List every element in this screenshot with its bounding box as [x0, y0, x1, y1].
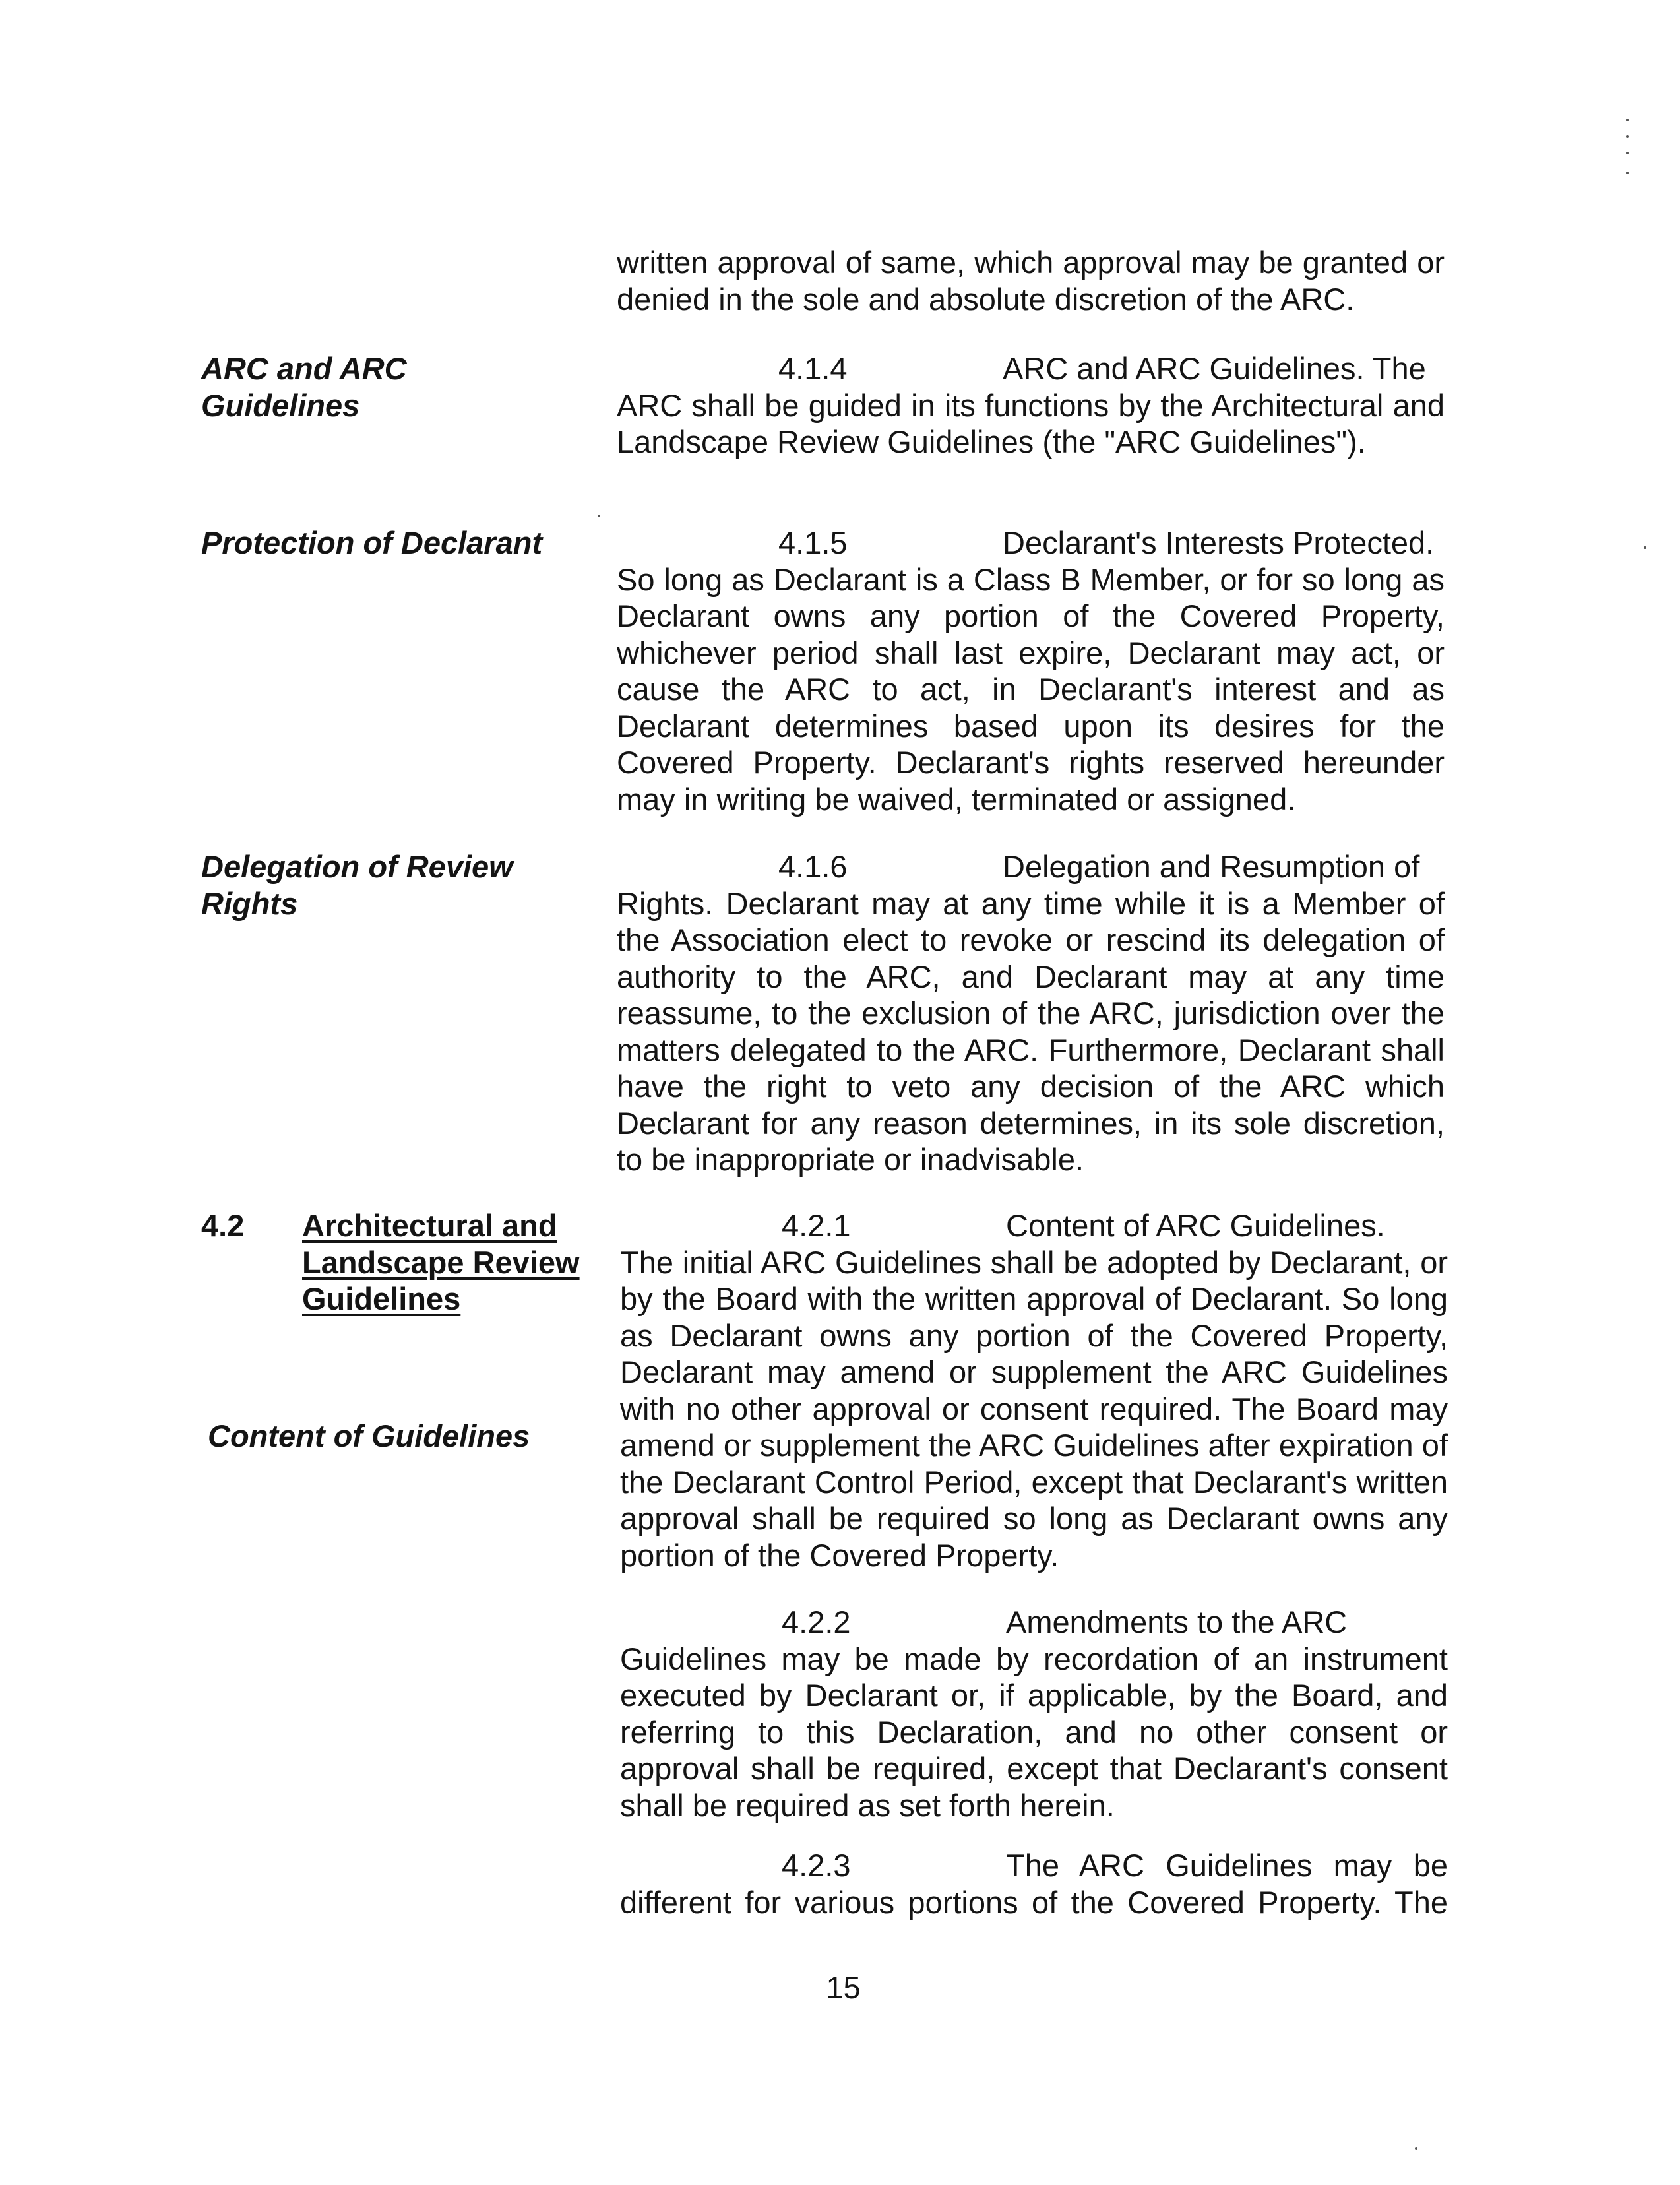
paragraph-first-line [617, 524, 1445, 561]
paragraph-body: different for various portions of the Covered Property. The [620, 1884, 1448, 1920]
top-paragraph: written approval of same, which approval may be granted or denied in the sole and absolute discretion of the ARC. [617, 245, 1445, 317]
paragraph-number: 4.2.3 [782, 1848, 851, 1883]
scan-speck [1626, 135, 1629, 138]
paragraph-lead: ARC and ARC Guidelines. The [1003, 351, 1426, 386]
margin-heading-protection-of-declarant: Protection of Declarant [201, 525, 543, 560]
paragraph-4-2-3 [620, 1847, 1448, 1920]
paragraph-4-2-2 [620, 1604, 1448, 1823]
margin-heading-content-of-guidelines: Content of Guidelines [208, 1418, 530, 1453]
paragraph-4-1-5 [617, 524, 1445, 817]
page-number: 15 [826, 1970, 861, 2005]
scan-speck [1626, 119, 1629, 121]
scan-speck [1644, 546, 1646, 549]
paragraph-number: 4.1.5 [778, 525, 848, 560]
section-title-architectural-guidelines: Architectural and Landscape Review Guidelines [302, 1208, 580, 1316]
margin-heading-delegation-of-review-rights: Delegation of Review Rights [201, 849, 513, 921]
paragraph-number: 4.2.2 [782, 1604, 851, 1639]
paragraph-4-1-4 [617, 350, 1445, 460]
paragraph-first-line [620, 1604, 1448, 1641]
paragraph-lead: The ARC Guidelines may be [1006, 1848, 1448, 1883]
paragraph-first-line [620, 1207, 1448, 1244]
paragraph-lead: Declarant's Interests Protected. [1003, 525, 1435, 560]
section-number-4-2: 4.2 [201, 1208, 245, 1243]
paragraph-lead: Delegation and Resumption of [1003, 849, 1420, 884]
paragraph-4-1-6 [617, 848, 1445, 1178]
paragraph-number: 4.1.4 [778, 351, 848, 386]
scan-speck [598, 515, 600, 517]
paragraph-body: Rights. Declarant may at any time while it is a Member of the Association elect to revoke or rescind its delegation of authority to the ARC, and Declarant may at any time reassume, to the exclusion of the ARC, jurisdiction over the matters delegated to the ARC. Furthermore, Declarant shall have the right to veto any decision of the ARC which Declarant for any reason determines, in its sole discretion, to be inappropriate or inadvisable. [617, 885, 1445, 1177]
paragraph-first-line [617, 848, 1445, 885]
paragraph-number: 4.1.6 [778, 849, 848, 884]
scan-speck [1626, 172, 1629, 174]
scan-speck [1415, 2147, 1417, 2150]
paragraph-number: 4.2.1 [782, 1208, 851, 1243]
paragraph-first-line [620, 1847, 1448, 1884]
paragraph-first-line [617, 350, 1445, 387]
paragraph-lead: Content of ARC Guidelines. [1006, 1208, 1385, 1243]
paragraph-lead: Amendments to the ARC [1006, 1604, 1348, 1639]
margin-heading-arc-guidelines: ARC and ARC Guidelines [201, 351, 407, 423]
paragraph-body: ARC shall be guided in its functions by the Architectural and Landscape Review Guidelines (the "ARC Guidelines"). [617, 387, 1445, 459]
scan-speck [1626, 152, 1629, 154]
paragraph-body: Guidelines may be made by recordation of an instrument executed by Declarant or, if applicable, by the Board, and referring to this Declaration, and no other consent or approval shall be required, except that Declarant's consent shall be required as set forth herein. [620, 1641, 1448, 1823]
paragraph-4-2-1 [620, 1207, 1448, 1573]
paragraph-body: So long as Declarant is a Class B Member, or for so long as Declarant owns any portion of the Covered Property, whichever period shall last expire, Declarant may act, or cause the ARC to act, in Declarant's interest and as Declarant determines based upon its desires for the Covered Property. Declarant's rights reserved hereunder may in writing be waived, terminated or assigned. [617, 561, 1445, 817]
paragraph-body: The initial ARC Guidelines shall be adopted by Declarant, or by the Board with the written approval of Declarant. So long as Declarant owns any portion of the Covered Property, Declarant may amend or supplement the ARC Guidelines with no other approval or consent required. The Board may amend or supplement the ARC Guidelines after expiration of the Declarant Control Period, except that Declarant's written approval shall be required so long as Declarant owns any portion of the Covered Property. [620, 1244, 1448, 1573]
